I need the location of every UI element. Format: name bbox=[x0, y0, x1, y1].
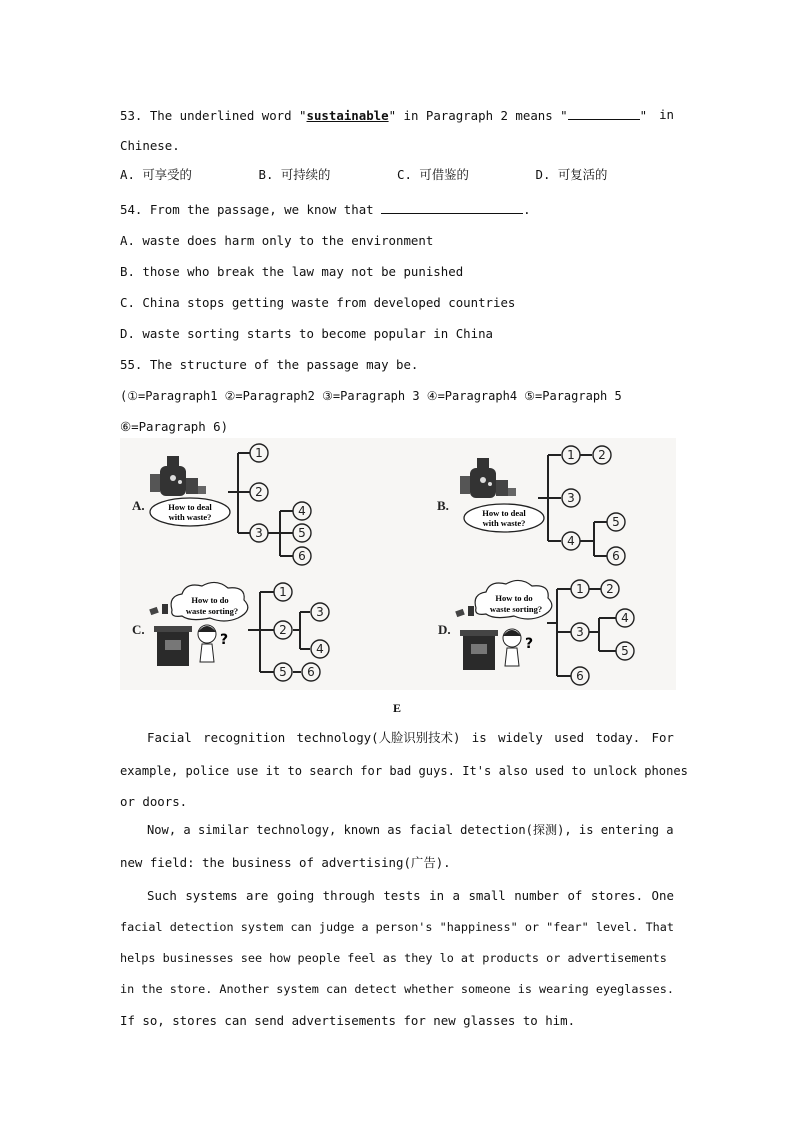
q54-option-a[interactable]: A. waste does harm only to the environment bbox=[120, 233, 434, 248]
para1-line2: example, police use it to search for bad guys. It's also used to unlock phones bbox=[120, 764, 688, 778]
d-node-3 bbox=[571, 623, 589, 641]
waste-pile-icon-a bbox=[150, 456, 206, 496]
svg-text:with waste?: with waste? bbox=[482, 518, 526, 528]
q53-underlined-word: sustainable bbox=[306, 108, 389, 123]
speech-bubble-a bbox=[150, 498, 230, 526]
svg-text:4: 4 bbox=[621, 611, 629, 625]
speech-bubble-c bbox=[171, 582, 248, 621]
para3-line2: facial detection system can judge a person's "happiness" or "fear" level. That bbox=[120, 920, 674, 934]
svg-text:How to do: How to do bbox=[495, 593, 533, 603]
svg-text:3: 3 bbox=[316, 605, 324, 619]
waste-pile-icon-b bbox=[460, 458, 516, 498]
svg-text:waste sorting?: waste sorting? bbox=[185, 606, 239, 616]
b-node-4 bbox=[562, 532, 580, 550]
svg-text:?: ? bbox=[220, 632, 229, 648]
svg-text:6: 6 bbox=[298, 549, 306, 563]
svg-text:6: 6 bbox=[576, 669, 584, 683]
svg-text:3: 3 bbox=[576, 625, 584, 639]
trash-bin-icon-c bbox=[154, 626, 192, 666]
a-node-1 bbox=[250, 444, 268, 462]
a-node-6 bbox=[293, 547, 311, 565]
q54-option-b[interactable]: B. those who break the law may not be punished bbox=[120, 264, 464, 279]
a-node-5 bbox=[293, 524, 311, 542]
para3-line3: helps businesses see how people feel as they lo at products or advertisements bbox=[120, 951, 667, 965]
q54-option-d[interactable]: D. waste sorting starts to become popular in China bbox=[120, 326, 493, 341]
b-node-1 bbox=[562, 446, 580, 464]
para1-line3: or doors. bbox=[120, 794, 188, 809]
svg-text:How to do: How to do bbox=[191, 595, 229, 605]
girl-icon-d bbox=[503, 629, 533, 666]
a-node-3 bbox=[250, 524, 268, 542]
b-node-6 bbox=[607, 547, 625, 565]
svg-text:with waste?: with waste? bbox=[168, 512, 212, 522]
para2-line2: new field: the business of advertising(广告). bbox=[120, 855, 451, 870]
q54-option-c[interactable]: C. China stops getting waste from developed countries bbox=[120, 295, 516, 310]
svg-text:2: 2 bbox=[279, 623, 287, 637]
svg-text:2: 2 bbox=[598, 448, 606, 462]
q53-option-c[interactable]: C. 可借鉴的 bbox=[397, 167, 469, 182]
svg-text:1: 1 bbox=[576, 582, 584, 596]
d-node-1 bbox=[571, 580, 589, 598]
litter-icon-c bbox=[149, 604, 168, 615]
svg-text:waste sorting?: waste sorting? bbox=[489, 604, 543, 614]
c-node-4 bbox=[311, 640, 329, 658]
choice-d-letter[interactable]: D. bbox=[438, 622, 451, 637]
c-node-1 bbox=[274, 583, 292, 601]
c-node-5 bbox=[274, 663, 292, 681]
svg-text:3: 3 bbox=[255, 526, 263, 540]
d-node-5 bbox=[616, 642, 634, 660]
svg-text:5: 5 bbox=[279, 665, 287, 679]
litter-icon-d bbox=[455, 606, 474, 617]
choice-c-letter[interactable]: C. bbox=[132, 622, 145, 637]
para2-line1: Now, a similar technology, known as facial detection(探测), is entering a bbox=[147, 823, 674, 837]
a-node-4 bbox=[293, 502, 311, 520]
q55-legend-1: (①=Paragraph1 ②=Paragraph2 ③=Paragraph 3 ④=Paragraph4 ⑤=Paragraph 5 bbox=[120, 389, 622, 403]
svg-text:3: 3 bbox=[567, 491, 575, 505]
a-node-2 bbox=[250, 483, 268, 501]
q53-stem: 53. The underlined word "sustainable" in Paragraph 2 means " " bbox=[120, 108, 648, 123]
speech-bubble-d bbox=[475, 580, 552, 619]
choice-b-letter[interactable]: B. bbox=[437, 498, 449, 513]
b-node-5 bbox=[607, 513, 625, 531]
d-node-2 bbox=[601, 580, 619, 598]
structure-diagram bbox=[120, 438, 676, 690]
q53-option-d[interactable]: D. 可复活的 bbox=[535, 167, 608, 182]
d-node-4 bbox=[616, 609, 634, 627]
q55-stem: 55. The structure of the passage may be. bbox=[120, 357, 419, 372]
svg-text:5: 5 bbox=[621, 644, 629, 658]
svg-text:4: 4 bbox=[298, 504, 306, 518]
para3-line5: If so, stores can send advertisements for new glasses to him. bbox=[120, 1013, 576, 1028]
section-e-heading: E bbox=[392, 701, 401, 715]
svg-text:How to deal: How to deal bbox=[482, 508, 526, 518]
svg-text:6: 6 bbox=[307, 665, 315, 679]
q53-in: in bbox=[659, 107, 674, 122]
svg-text:1: 1 bbox=[567, 448, 575, 462]
svg-text:2: 2 bbox=[255, 485, 263, 499]
svg-text:6: 6 bbox=[612, 549, 620, 563]
para3-line4: in the store. Another system can detect whether someone is wearing eyeglasses. bbox=[120, 982, 674, 996]
b-node-2 bbox=[593, 446, 611, 464]
svg-text:4: 4 bbox=[567, 534, 575, 548]
trash-bin-icon-d bbox=[460, 630, 498, 670]
q53-line1 bbox=[120, 107, 674, 124]
svg-text:5: 5 bbox=[612, 515, 620, 529]
c-node-2 bbox=[274, 621, 292, 639]
svg-text:4: 4 bbox=[316, 642, 324, 656]
c-node-3 bbox=[311, 603, 329, 621]
choice-a-letter[interactable]: A. bbox=[132, 498, 145, 513]
c-node-6 bbox=[302, 663, 320, 681]
q53-options bbox=[120, 167, 674, 183]
q53-option-b[interactable]: B. 可持续的 bbox=[258, 167, 331, 182]
q53-option-a[interactable]: A. 可享受的 bbox=[120, 167, 192, 182]
svg-text:1: 1 bbox=[255, 446, 263, 460]
q54-answer-blank[interactable] bbox=[381, 201, 523, 214]
girl-icon-c bbox=[198, 625, 228, 662]
svg-text:5: 5 bbox=[298, 526, 306, 540]
svg-text:2: 2 bbox=[606, 582, 614, 596]
q55-legend-2: ⑥=Paragraph 6) bbox=[120, 419, 229, 434]
d-node-6 bbox=[571, 667, 589, 685]
speech-bubble-b bbox=[464, 504, 544, 532]
q54-stem: 54. From the passage, we know that . bbox=[120, 202, 531, 217]
b-node-3 bbox=[562, 489, 580, 507]
para1-line1: Facial recognition technology(人脸识别技术) is widely used today. For bbox=[147, 730, 674, 745]
svg-text:How to deal: How to deal bbox=[168, 502, 212, 512]
para3-line1: Such systems are going through tests in a small number of stores. One bbox=[147, 888, 674, 903]
q53-answer-blank[interactable] bbox=[568, 107, 640, 120]
svg-text:?: ? bbox=[525, 636, 534, 652]
q53-line2: Chinese. bbox=[120, 138, 180, 153]
svg-text:1: 1 bbox=[279, 585, 287, 599]
